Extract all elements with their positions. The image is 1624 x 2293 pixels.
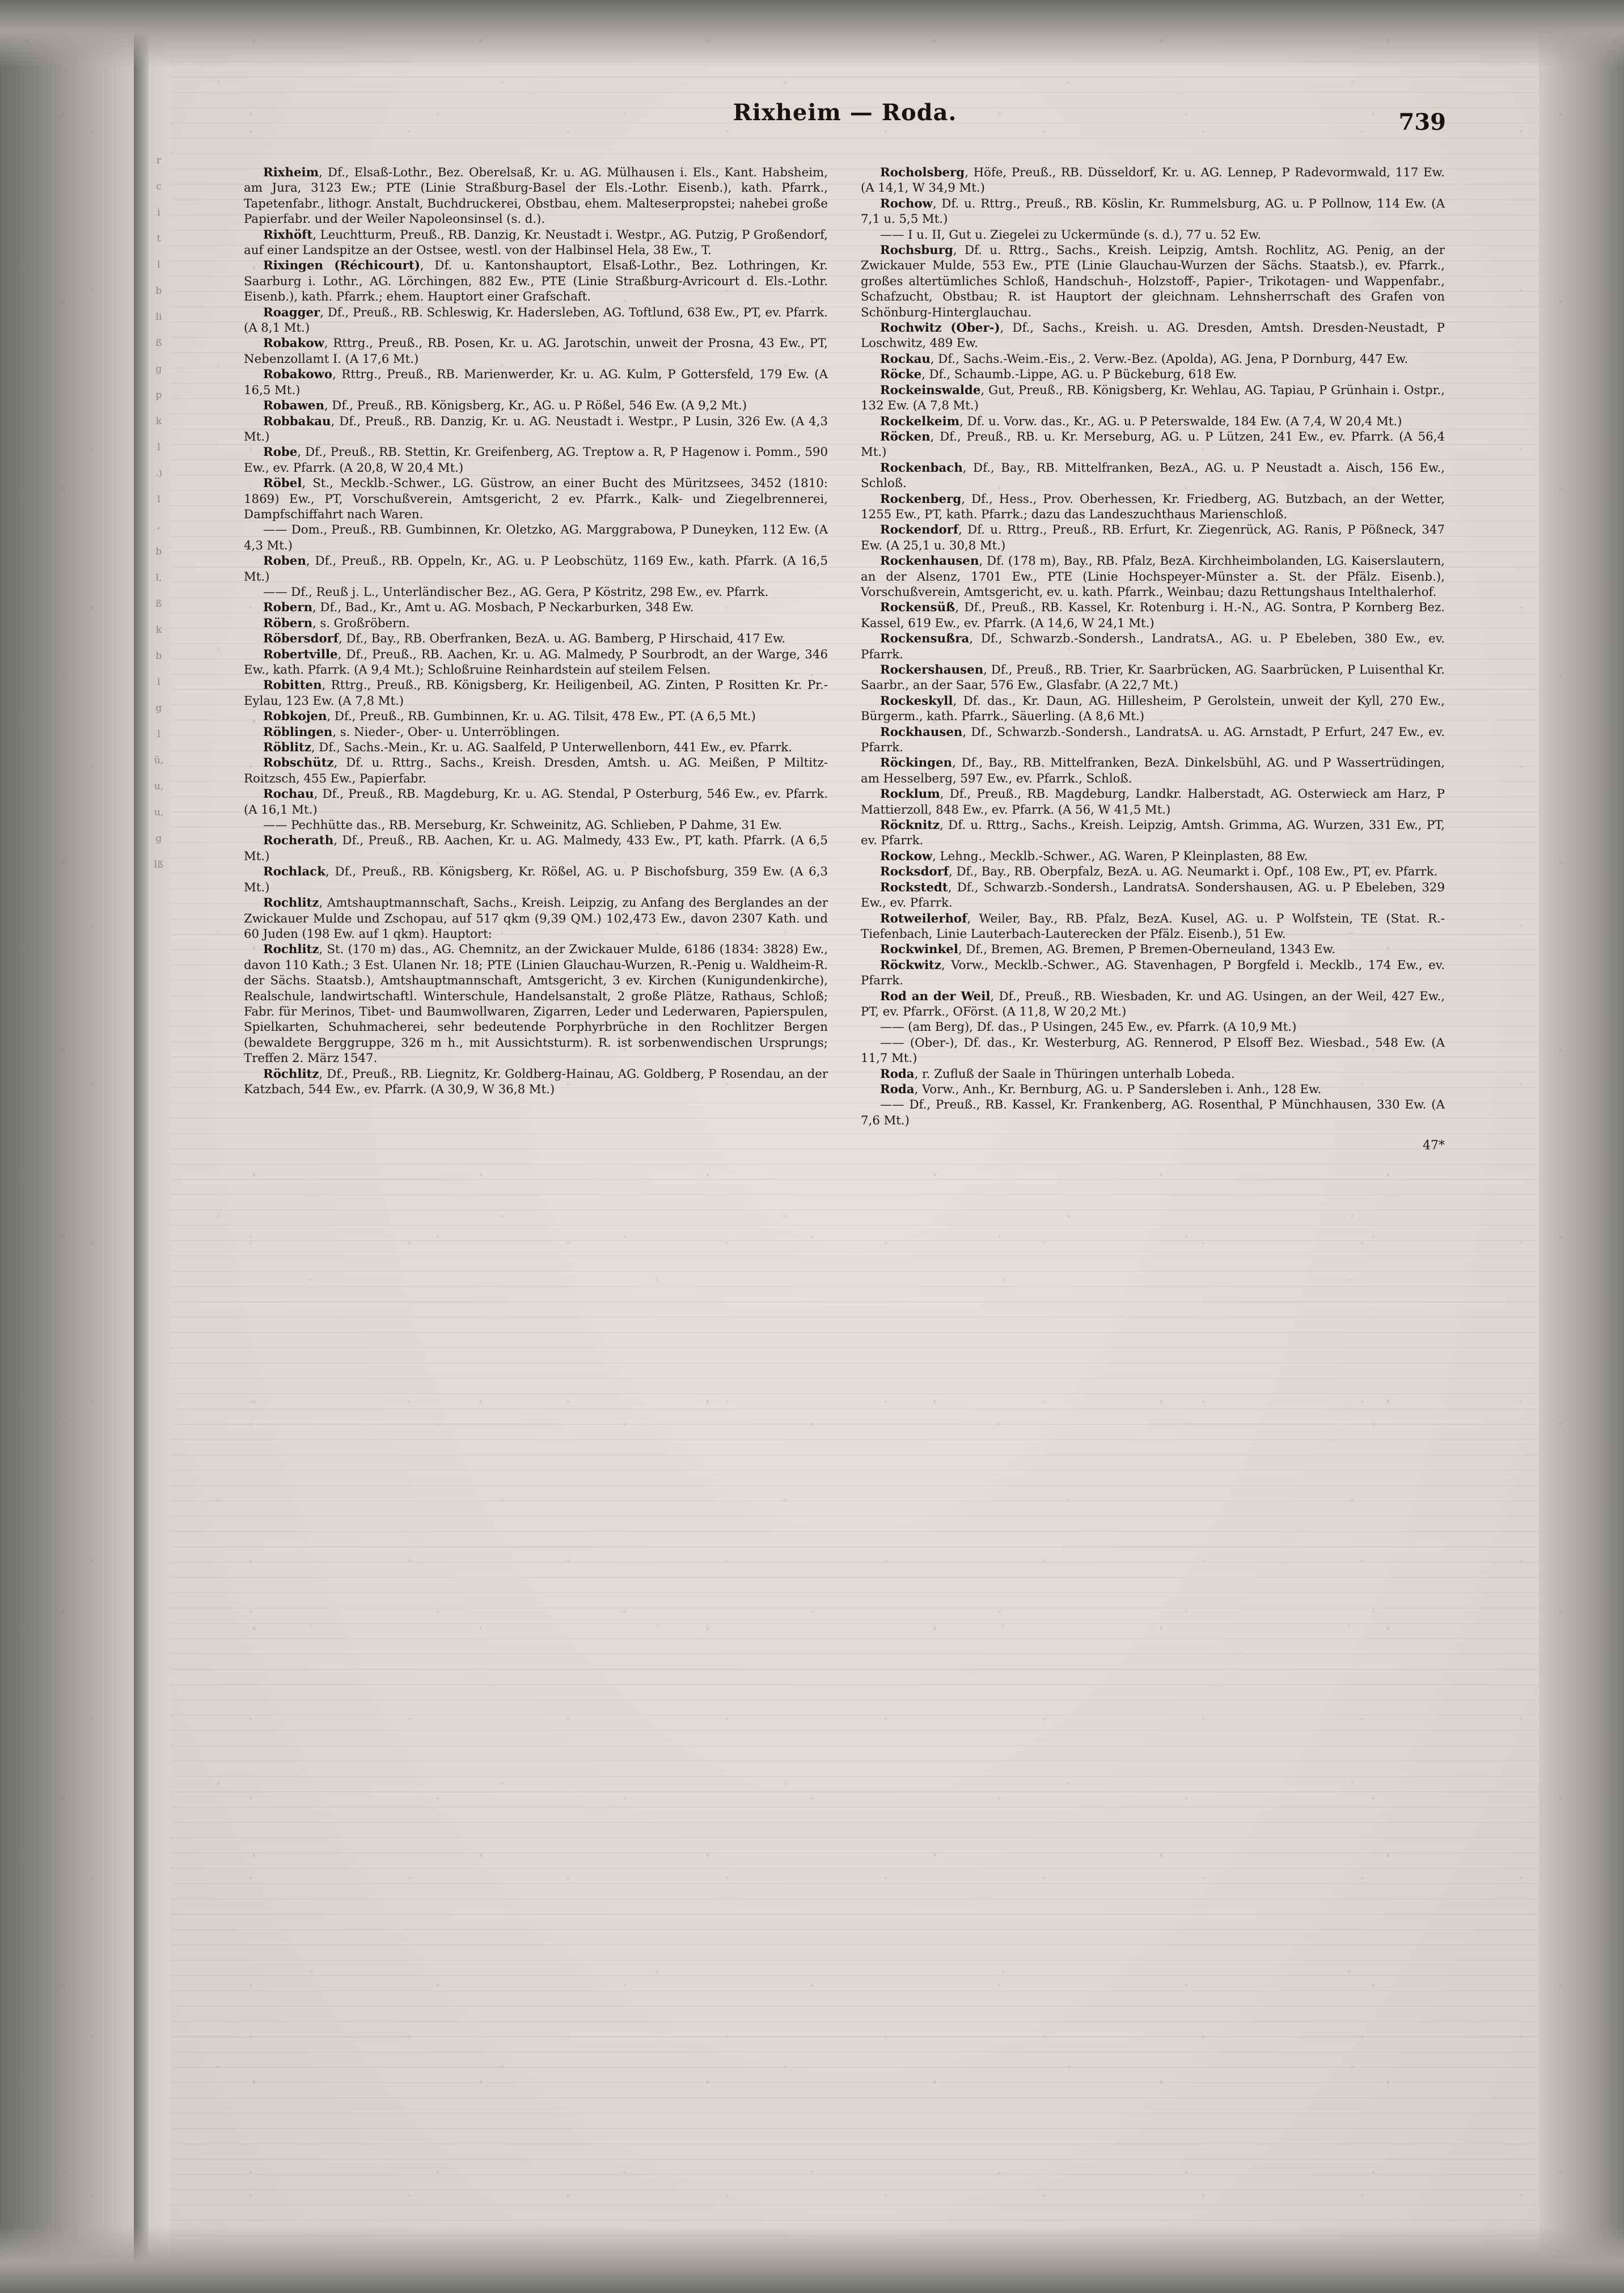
margin-mark: li	[155, 311, 162, 323]
dictionary-entry: —— (Ober-), Df. das., Kr. Westerburg, AG. Rennerod, P Elsoff Bez. Wiesbad., 548 Ew. (A 11,7 Mt.)	[861, 1035, 1445, 1066]
running-title: Rixheim — Roda.	[733, 99, 957, 126]
right-edge-shadow	[1539, 0, 1624, 2293]
dictionary-entry: Rod an der Weil, Df., Preuß., RB. Wiesbaden, Kr. und AG. Usingen, an der Weil, 427 Ew., PT, ev. Pfarrk., OFörst. (A 11,8, W 20,2 Mt.)	[861, 989, 1445, 1019]
margin-mark: b	[155, 285, 162, 297]
column-right	[861, 165, 1445, 1153]
margin-mark: lß	[154, 859, 164, 870]
dictionary-entry: Rocksdorf, Df., Bay., RB. Oberpfalz, BezA. u. AG. Neumarkt i. Opf., 108 Ew., PT, ev. Pfarrk.	[880, 865, 1438, 879]
dictionary-entry: Robawen, Df., Preuß., RB. Königsberg, Kr., AG. u. P Rößel, 546 Ew. (A 9,2 Mt.)	[263, 399, 747, 413]
dictionary-entry: Röchlitz, Df., Preuß., RB. Liegnitz, Kr. Goldberg-Hainau, AG. Goldberg, P Rosendau, an der Katzbach, 544 Ew., ev. Pfarrk. (A 30,9, W 36,8 Mt.)	[244, 1067, 828, 1097]
dictionary-entry: Rockow, Lehng., Mecklb.-Schwer., AG. Waren, P Kleinplasten, 88 Ew.	[880, 849, 1308, 864]
dictionary-entry: Rockeinswalde, Gut, Preuß., RB. Königsberg, Kr. Wehlau, AG. Tapiau, P Grünhain i. Ostpr., 132 Ew. (A 7,8 Mt.)	[861, 383, 1445, 413]
dictionary-entry: Rochow, Df. u. Rttrg., Preuß., RB. Köslin, Kr. Rummelsburg, AG. u. P Pollnow, 114 Ew. (A 7,1 u. 5,5 Mt.)	[861, 196, 1445, 227]
margin-mark: l	[157, 259, 160, 270]
dictionary-entry: Rockhausen, Df., Schwarzb.-Sondersh., LandratsA. u. AG. Arnstadt, P Erfurt, 247 Ew., ev. Pfarrk.	[861, 725, 1445, 755]
dictionary-entry: Roben, Df., Preuß., RB. Oppeln, Kr., AG. u. P Leobschütz, 1169 Ew., kath. Pfarrk. (A 16,5 Mt.)	[244, 554, 828, 584]
dictionary-entry: —— I u. II, Gut u. Ziegelei zu Uckermünde (s. d.), 77 u. 52 Ew.	[880, 227, 1262, 242]
dictionary-entry: —— Df., Preuß., RB. Kassel, Kr. Frankenberg, AG. Rosenthal, P Münchhausen, 330 Ew. (A 7,6 Mt.)	[861, 1098, 1445, 1128]
dictionary-entry: Röcken, Df., Preuß., RB. u. Kr. Merseburg, AG. u. P Lützen, 241 Ew., ev. Pfarrk. (A 56,4 Mt.)	[861, 429, 1445, 460]
dictionary-entry: —— (am Berg), Df. das., P Usingen, 245 Ew., ev. Pfarrk. (A 10,9 Mt.)	[880, 1020, 1297, 1035]
page-content	[244, 99, 1446, 1153]
dictionary-entry: Roda, r. Zufluß der Saale in Thüringen unterhalb Lobeda.	[880, 1067, 1235, 1081]
dictionary-entry: Rotweilerhof, Weiler, Bay., RB. Pfalz, BezA. Kusel, AG. u. P Wolfstein, TE (Stat. R.-Tiefenbach, Linie Lauterbach-Lauterecken der Pfälz. Eisenb.), 51 Ew.	[861, 911, 1445, 941]
dictionary-entry: Rochsburg, Df. u. Rttrg., Sachs., Kreish. Leipzig, Amtsh. Rochlitz, AG. Penig, an der Zwickauer Mulde, 553 Ew., PTE (Linie Glauchau-Wurzen der Sächs. Staatsb.), ev. Pfarrk., großes altertümliches Schloß, Handschuh-, Holzstoff-, Papier-, Trikotagen- und Wappenfabr., Schafzucht, Obstbau; R. ist Hauptort der gleichnam. Lehnsherrschaft des Grafen von Schönburg-Hinterglauchau.	[861, 243, 1445, 320]
dictionary-entry: Rockenberg, Df., Hess., Prov. Oberhessen, Kr. Friedberg, AG. Butzbach, an der Wetter, 1255 Ew., PT, kath. Pfarrk.; dazu das Landeszuchthaus Marienschloß.	[861, 492, 1445, 522]
column-left	[244, 165, 828, 1153]
dictionary-entry: —— Pechhütte das., RB. Merseburg, Kr. Schweinitz, AG. Schlieben, P Dahme, 31 Ew.	[263, 818, 783, 833]
dictionary-entry: Rochlitz, St. (170 m) das., AG. Chemnitz, an der Zwickauer Mulde, 6186 (1834: 3828) Ew., davon 110 Kath.; 3 Est. Ulanen Nr. 18; PTE (Linien Glauchau-Wurzen, R.-Penig u. Waldheim-R. der Sächs. Staatsb.), Amtshauptmannschaft, Amtsgericht, 3 ev. Kirchen (Kunigundenkirche), Realschule, landwirtschaftl. Winterschule, Handelsanstalt, 2 große Plätze, Rathaus, Schloß; Fabr. für Merinos, Tibet- und Baumwollwaren, Zigarren, Leder und Lederwaren, Papierspulen, Spielkarten, Schuhmacherei, sehr bedeutende Porphyrbrüche in den Rochlitzer Bergen (bewaldete Berggruppe, 326 m h., mit Aussichtsturm). R. ist sorbenwendischen Ursprungs; Treffen 2. März 1547.	[244, 942, 828, 1066]
margin-mark: k	[155, 416, 162, 427]
dictionary-entry: Röbern, s. Großröbern.	[263, 616, 410, 631]
margin-mark: g	[155, 833, 162, 844]
margin-mark: t	[157, 233, 161, 244]
page-number: 739	[1398, 109, 1446, 136]
dictionary-entry: Rockelkeim, Df. u. Vorw. das., Kr., AG. u. P Peterswalde, 184 Ew. (A 7,4, W 20,4 Mt.)	[880, 414, 1402, 429]
dictionary-entry: Robertville, Df., Preuß., RB. Aachen, Kr. u. AG. Malmedy, P Sourbrodt, an der Warge, 346 Ew., kath. Pfarrk. (A 9,4 Mt.); Schloßruine Reinhardstein auf steilem Felsen.	[244, 647, 828, 677]
dictionary-entry: Rockensüß, Df., Preuß., RB. Kassel, Kr. Rotenburg i. H.-N., AG. Sontra, P Kornberg Bez. Kassel, 619 Ew., ev. Pfarrk. (A 14,6, W 24,1 Mt.)	[861, 600, 1445, 631]
dictionary-entry: Rochlack, Df., Preuß., RB. Königsberg, Kr. Rößel, AG. u. P Bischofsburg, 359 Ew. (A 6,3 Mt.)	[244, 865, 828, 895]
margin-mark: p	[155, 390, 162, 401]
dictionary-entry: Röckingen, Df., Bay., RB. Mittelfranken, BezA. Dinkelsbühl, AG. und P Wassertrüdingen, am Hesselberg, 597 Ew., ev. Pfarrk., Schloß.	[861, 756, 1445, 786]
margin-mark: b	[155, 650, 162, 662]
margin-mark: g	[155, 363, 162, 375]
dictionary-entry: Rockenhausen, Df. (178 m), Bay., RB. Pfalz, BezA. Kirchheimbolanden, LG. Kaiserslautern, an der Alsenz, 1701 Ew., PTE (Linie Hochspeyer-Münster a. St. der Pfälz. Eisenb.), Vorschußverein, Amtsgericht, ev. u. kath. Pfarrk., Weinbau; dazu Rettungshaus Intelthalerhof.	[861, 554, 1445, 599]
dictionary-entry: Rockeskyll, Df. das., Kr. Daun, AG. Hillesheim, P Gerolstein, unweit der Kyll, 270 Ew., Bürgerm., kath. Pfarrk., Säuerling. (A 8,6 Mt.)	[861, 693, 1445, 724]
margin-mark: ,	[157, 520, 160, 531]
margin-annotations	[142, 147, 176, 2132]
bottom-edge-shadow	[0, 2225, 1624, 2293]
margin-mark: l,	[155, 572, 162, 583]
dictionary-entry: Roagger, Df., Preuß., RB. Schleswig, Kr. Hadersleben, AG. Toftlund, 638 Ew., PT, ev. Pfarrk. (A 8,1 Mt.)	[244, 305, 828, 336]
margin-mark: i	[157, 207, 160, 218]
margin-mark: ü,	[154, 755, 164, 766]
dictionary-entry: Rockstedt, Df., Schwarzb.-Sondersh., LandratsA. Sondershausen, AG. u. P Ebeleben, 329 Ew., ev. Pfarrk.	[861, 880, 1445, 911]
dictionary-entry: Rocherath, Df., Preuß., RB. Aachen, Kr. u. AG. Malmedy, 433 Ew., PT, kath. Pfarrk. (A 6,5 Mt.)	[244, 834, 828, 864]
margin-mark: l	[157, 442, 160, 453]
margin-mark: u,	[154, 781, 164, 792]
margin-mark: u,	[154, 807, 164, 818]
margin-mark: ß	[155, 337, 162, 349]
dictionary-entry: Robakowo, Rttrg., Preuß., RB. Marienwerder, Kr. u. AG. Kulm, P Gottersfeld, 179 Ew. (A 16,5 Mt.)	[244, 367, 828, 397]
dictionary-entry: Robe, Df., Preuß., RB. Stettin, Kr. Greifenberg, AG. Treptow a. R, P Hagenow i. Pomm., 590 Ew., ev. Pfarrk. (A 20,8, W 20,4 Mt.)	[244, 445, 828, 475]
page-header	[244, 99, 1446, 139]
top-edge-shadow	[0, 0, 1624, 68]
dictionary-entry: Robitten, Rttrg., Preuß., RB. Königsberg, Kr. Heiligenbeil, AG. Zinten, P Rositten Kr. Pr.-Eylau, 123 Ew. (A 7,8 Mt.)	[244, 678, 828, 708]
dictionary-entry: Rockau, Df., Sachs.-Weim.-Eis., 2. Verw.-Bez. (Apolda), AG. Jena, P Dornburg, 447 Ew.	[880, 352, 1409, 366]
dictionary-entry: Röcknitz, Df. u. Rttrg., Sachs., Kreish. Leipzig, Amtsh. Grimma, AG. Wurzen, 331 Ew., PT, ev. Pfarrk.	[861, 818, 1445, 848]
dictionary-entry: Rockensußra, Df., Schwarzb.-Sondersh., LandratsA., AG. u. P Ebeleben, 380 Ew., ev. Pfarrk.	[861, 632, 1445, 662]
margin-mark: k	[155, 624, 162, 636]
dictionary-entry: Rocholsberg, Höfe, Preuß., RB. Düsseldorf, Kr. u. AG. Lennep, P Radevormwald, 117 Ew. (A 14,1, W 34,9 Mt.)	[861, 166, 1445, 196]
margin-mark: l	[157, 494, 160, 505]
dictionary-entry: —— Df., Reuß j. L., Unterländischer Bez., AG. Gera, P Köstritz, 298 Ew., ev. Pfarrk.	[263, 585, 769, 599]
dictionary-entry: Röbersdorf, Df., Bay., RB. Oberfranken, BezA. u. AG. Bamberg, P Hirschaid, 417 Ew.	[263, 632, 786, 646]
margin-mark: ß	[155, 598, 162, 610]
dictionary-entry: Röblitz, Df., Sachs.-Mein., Kr. u. AG. Saalfeld, P Unterwellenborn, 441 Ew., ev. Pfarrk.	[263, 741, 792, 755]
margin-mark: l	[157, 729, 160, 740]
dictionary-entry: Rockwinkel, Df., Bremen, AG. Bremen, P Bremen-Oberneuland, 1343 Ew.	[880, 942, 1336, 957]
dictionary-entry: Rockershausen, Df., Preuß., RB. Trier, Kr. Saarbrücken, AG. Saarbrücken, P Luisenthal Kr. Saarbr., an der Saar, 576 Ew., Glasfabr. (A 22,7 Mt.)	[861, 663, 1445, 693]
dictionary-entry: Rockendorf, Df. u. Rttrg., Preuß., RB. Erfurt, Kr. Ziegenrück, AG. Ranis, P Pößneck, 347 Ew. (A 25,1 u. 30,8 Mt.)	[861, 523, 1445, 553]
dictionary-entry: Röckwitz, Vorw., Mecklb.-Schwer., AG. Stavenhagen, P Borgfeld i. Mecklb., 174 Ew., ev. Pfarrk.	[861, 958, 1445, 988]
dictionary-entry: Röcke, Df., Schaumb.-Lippe, AG. u. P Bückeburg, 618 Ew.	[880, 367, 1237, 382]
dictionary-entry: Rixhöft, Leuchtturm, Preuß., RB. Danzig, Kr. Neustadt i. Westpr., AG. Putzig, P Großendorf, auf einer Landspitze an der Ostsee, westl. von der Halbinsel Hela, 38 Ew., T.	[244, 227, 828, 258]
dictionary-entry: Röblingen, s. Nieder-, Ober- u. Unterröblingen.	[263, 725, 560, 739]
dictionary-entry: —— Dom., Preuß., RB. Gumbinnen, Kr. Oletzko, AG. Marggrabowa, P Duneyken, 112 Ew. (A 4,3 Mt.)	[244, 523, 828, 553]
dictionary-entry: Rochau, Df., Preuß., RB. Magdeburg, Kr. u. AG. Stendal, P Osterburg, 546 Ew., ev. Pfarrk. (A 16,1 Mt.)	[244, 787, 828, 817]
dictionary-entry: Rocklum, Df., Preuß., RB. Magdeburg, Landkr. Halberstadt, AG. Osterwieck am Harz, P Mattierzoll, 848 Ew., ev. Pfarrk. (A 56, W 41,5 Mt.)	[861, 787, 1445, 817]
dictionary-entry: Robschütz, Df. u. Rttrg., Sachs., Kreish. Dresden, Amtsh. u. AG. Meißen, P Miltitz-Roitzsch, 455 Ew., Papierfabr.	[244, 756, 828, 786]
margin-mark: g	[155, 703, 162, 714]
dictionary-entry: Rixheim, Df., Elsaß-Lothr., Bez. Oberelsaß, Kr. u. AG. Mülhausen i. Els., Kant. Habsheim, am Jura, 3123 Ew.; PTE (Linie Straßburg-Basel der Els.-Lothr. Eisenb.), kath. Pfarrk., Tapetenfabr., lithogr. Anstalt, Buchdruckerei, Obstbau, ehem. Malteserpropstei; nahebei große Papierfabr. und der Weiler Napoleonsinsel (s. d.).	[244, 166, 828, 227]
dictionary-entry: Robbakau, Df., Preuß., RB. Danzig, Kr. u. AG. Neustadt i. Westpr., P Lusin, 326 Ew. (A 4,3 Mt.)	[244, 414, 828, 444]
margin-mark: c	[156, 181, 162, 192]
margin-mark: l	[157, 676, 160, 688]
dictionary-entry: Robkojen, Df., Preuß., RB. Gumbinnen, Kr. u. AG. Tilsit, 478 Ew., PT. (A 6,5 Mt.)	[263, 709, 756, 724]
signature-mark: 47*	[1423, 1139, 1445, 1153]
dictionary-entry: Rockenbach, Df., Bay., RB. Mittelfranken, BezA., AG. u. P Neustadt a. Aisch, 156 Ew., Schloß.	[861, 460, 1445, 491]
dictionary-entry: Roda, Vorw., Anh., Kr. Bernburg, AG. u. P Sandersleben i. Anh., 128 Ew.	[880, 1082, 1322, 1097]
margin-mark: b	[155, 546, 162, 557]
dictionary-entry: Röbel, St., Mecklb.-Schwer., LG. Güstrow, an einer Bucht des Müritzsees, 3452 (1810: 1869) Ew., PT, Vorschußverein, Amtsgericht, 2 ev. Pfarrk., Kalk- und Ziegelbrennerei, Dampfschiffahrt nach Waren.	[244, 476, 828, 522]
dictionary-entry: Rixingen (Réchicourt), Df. u. Kantonshauptort, Elsaß-Lothr., Bez. Lothringen, Kr. Saarburg i. Lothr., AG. Lörchingen, 882 Ew., PTE (Linie Straßburg-Avricourt d. Els.-Lothr. Eisenb.), kath. Pfarrk.; ehem. Hauptort einer Grafschaft.	[244, 259, 828, 304]
text-columns	[244, 165, 1446, 1153]
margin-mark: r	[156, 155, 162, 166]
dictionary-entry: Rochlitz, Amtshauptmannschaft, Sachs., Kreish. Leipzig, zu Anfang des Berglandes an der Zwickauer Mulde und Zschopau, auf 517 qkm (9,39 QM.) 102,473 Ew., davon 2307 Kath. und 60 Juden (198 Ew. auf 1 qkm). Hauptort:	[244, 896, 828, 941]
margin-mark: .)	[155, 468, 163, 479]
dictionary-entry: Robern, Df., Bad., Kr., Amt u. AG. Mosbach, P Neckarburken, 348 Ew.	[263, 600, 694, 615]
dictionary-entry: Robakow, Rttrg., Preuß., RB. Posen, Kr. u. AG. Jarotschin, unweit der Prosna, 43 Ew., PT, Nebenzollamt I. (A 17,6 Mt.)	[244, 336, 828, 366]
dictionary-entry: Rochwitz (Ober-), Df., Sachs., Kreish. u. AG. Dresden, Amtsh. Dresden-Neustadt, P Loschwitz, 489 Ew.	[861, 321, 1445, 351]
